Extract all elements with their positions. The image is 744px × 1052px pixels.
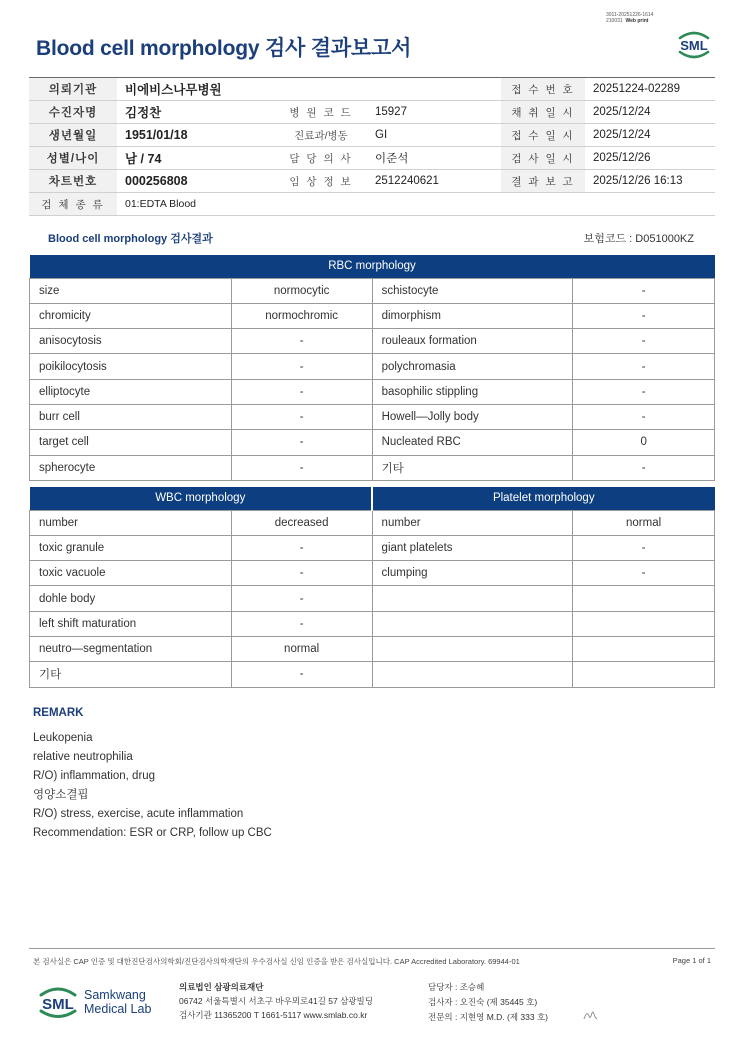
right-item-name — [372, 611, 573, 636]
right-item-name: Nucleated RBC — [372, 430, 573, 455]
table-row — [30, 535, 715, 560]
left-item-name: anisocytosis — [30, 329, 232, 354]
right-item-value: - — [573, 278, 715, 303]
wbc-header: WBC morphology — [30, 487, 373, 510]
remark-title: REMARK — [33, 707, 84, 719]
doctor-value: 이준석 — [367, 147, 501, 170]
table-row — [30, 586, 715, 611]
remark-line: 영양소결핍 — [33, 789, 89, 801]
left-item-name: poikilocytosis — [30, 354, 232, 379]
org-address: 06742 서울특별시 서초구 바우뫼로41길 57 삼광빌딩 — [179, 996, 373, 1006]
right-item-name: rouleaux formation — [372, 329, 573, 354]
footer-divider — [29, 948, 715, 949]
right-item-name: schistocyte — [372, 278, 573, 303]
brand-line2: Medical Lab — [84, 1002, 152, 1016]
right-item-value: - — [573, 303, 715, 328]
left-item-value: - — [231, 535, 372, 560]
table-row — [30, 455, 715, 480]
hospital-code-label: 병 원 코 드 — [275, 101, 367, 124]
right-item-name: Howell—Jolly body — [372, 404, 573, 429]
left-item-name: chromicity — [30, 303, 232, 328]
platelet-header: Platelet morphology — [372, 487, 714, 510]
right-item-name: giant platelets — [372, 535, 573, 560]
birth-value: 1951/01/18 — [117, 124, 275, 147]
left-item-name: toxic granule — [30, 535, 232, 560]
left-item-name: number — [30, 510, 232, 535]
brand-line1: Samkwang — [84, 988, 146, 1002]
right-item-name: number — [372, 510, 573, 535]
wbc-platelet-table — [29, 487, 715, 688]
name-value: 김정찬 — [117, 101, 275, 124]
clinical-info-label: 임 상 정 보 — [275, 170, 367, 193]
right-item-name: 기타 — [372, 455, 573, 480]
reception-date-value: 2025/12/24 — [585, 124, 715, 147]
right-item-value: 0 — [573, 430, 715, 455]
right-item-name: clumping — [372, 561, 573, 586]
dept-label: 진료과/병동 — [275, 124, 367, 147]
footer-brand — [84, 988, 151, 1016]
web-print-label: Web print — [625, 18, 649, 24]
remark-line: relative neutrophilia — [33, 751, 133, 763]
remark-line: R/O) inflammation, drug — [33, 770, 156, 782]
right-item-value: - — [573, 455, 715, 480]
left-item-name: spherocyte — [30, 455, 232, 480]
sex-age-label: 성별/나이 — [29, 147, 117, 170]
left-item-value: - — [231, 354, 372, 379]
left-item-value: normal — [231, 636, 372, 661]
left-item-name: left shift maturation — [30, 611, 232, 636]
right-item-name — [372, 636, 573, 661]
footer-logo-text: SML — [42, 996, 74, 1013]
reception-date-label: 접 수 일 시 — [501, 124, 585, 147]
remark-line: R/O) stress, exercise, acute inflammation — [33, 808, 244, 820]
right-item-value — [573, 636, 715, 661]
left-item-value: - — [231, 379, 372, 404]
table-row — [30, 510, 715, 535]
collection-date-value: 2025/12/24 — [585, 101, 715, 124]
table-row — [30, 329, 715, 354]
info-row — [29, 170, 715, 193]
sex-age-value: 남 / 74 — [117, 147, 275, 170]
specimen-value: 01:EDTA Blood — [117, 193, 715, 216]
patient-info-table — [29, 77, 715, 216]
right-item-value: - — [573, 329, 715, 354]
remark-line: Leukopenia — [33, 732, 93, 744]
left-item-name: elliptocyte — [30, 379, 232, 404]
hospital-code-value: 15927 — [367, 101, 501, 124]
left-item-name: neutro—segmentation — [30, 636, 232, 661]
page-title: Blood cell morphology 검사 결과보고서 — [36, 37, 412, 60]
result-section-title: Blood cell morphology 검사결과 — [48, 233, 213, 245]
specimen-label: 검 체 종 류 — [29, 193, 117, 216]
table-row — [30, 354, 715, 379]
info-row — [29, 101, 715, 124]
test-date-label: 검 사 일 시 — [501, 147, 585, 170]
footer-organization — [179, 980, 373, 1022]
info-row — [29, 124, 715, 147]
dept-value: GI — [367, 124, 501, 147]
left-item-value: normochromic — [231, 303, 372, 328]
info-row — [29, 78, 715, 101]
right-item-value: - — [573, 354, 715, 379]
table-row — [30, 561, 715, 586]
requester-label: 의뢰기관 — [29, 78, 117, 101]
remark-line: Recommendation: ESR or CRP, follow up CBC — [33, 827, 272, 839]
right-item-name: polychromasia — [372, 354, 573, 379]
info-row — [29, 193, 715, 216]
right-item-value — [573, 662, 715, 687]
test-date-value: 2025/12/26 — [585, 147, 715, 170]
footer-staff — [428, 980, 548, 1025]
name-label: 수진자명 — [29, 101, 117, 124]
left-item-value: - — [231, 404, 372, 429]
left-item-name: size — [30, 278, 232, 303]
right-item-value: - — [573, 535, 715, 560]
left-item-name: dohle body — [30, 586, 232, 611]
staff-in-charge: 담당자 : 조승혜 — [428, 982, 485, 992]
left-item-name: burr cell — [30, 404, 232, 429]
table-row — [30, 303, 715, 328]
sml-logo-text: SML — [680, 38, 708, 53]
reception-no-value: 20251224-02289 — [585, 78, 715, 101]
report-date-value: 2025/12/26 16:13 — [585, 170, 715, 193]
right-item-value — [573, 586, 715, 611]
rbc-table — [29, 255, 715, 481]
table-row — [30, 278, 715, 303]
left-item-value: - — [231, 430, 372, 455]
left-item-value: - — [231, 329, 372, 354]
document-code — [606, 12, 696, 24]
chart-no-label: 차트번호 — [29, 170, 117, 193]
remark-body — [33, 729, 272, 843]
staff-specialist: 전문의 : 지현영 M.D. (제 333 호) — [428, 1012, 549, 1022]
right-item-name: dimorphism — [372, 303, 573, 328]
footer-sml-logo — [36, 982, 80, 1022]
rbc-header: RBC morphology — [30, 255, 715, 278]
right-item-name — [372, 586, 573, 611]
right-item-value: - — [573, 379, 715, 404]
document-code-line1: 3011-20251226-1614 — [606, 12, 654, 18]
right-item-value — [573, 611, 715, 636]
signature-mark — [582, 1008, 598, 1022]
left-item-value: - — [231, 455, 372, 480]
table-row — [30, 611, 715, 636]
right-item-value: normal — [573, 510, 715, 535]
staff-tester: 검사자 : 오진숙 (제 35445 호) — [428, 997, 538, 1007]
org-name: 의료법인 삼광의료재단 — [179, 982, 264, 992]
table-row — [30, 636, 715, 661]
left-item-name: target cell — [30, 430, 232, 455]
table-row — [30, 379, 715, 404]
table-row — [30, 662, 715, 687]
chart-no-value: 000256808 — [117, 170, 275, 193]
footer-note: 본 검사실은 CAP 인증 및 대한진단검사의학회/진단검사의학재단의 우수검사실 신임 인증을 받은 검사실입니다. CAP Accredited Laboratory. 69944-01 — [33, 957, 520, 966]
report-date-label: 결 과 보 고 — [501, 170, 585, 193]
info-row — [29, 147, 715, 170]
org-contact: 검사기관 11365200 T 1661-5117 www.smlab.co.kr — [179, 1010, 368, 1020]
left-item-value: decreased — [231, 510, 372, 535]
left-item-value: - — [231, 561, 372, 586]
left-item-name: toxic vacuole — [30, 561, 232, 586]
left-item-value: - — [231, 611, 372, 636]
collection-date-label: 채 취 일 시 — [501, 101, 585, 124]
left-item-value: - — [231, 586, 372, 611]
doctor-label: 담 당 의 사 — [275, 147, 367, 170]
right-item-value: - — [573, 404, 715, 429]
left-item-value: - — [231, 662, 372, 687]
sml-logo — [674, 26, 714, 62]
left-item-name: 기타 — [30, 662, 232, 687]
table-row — [30, 430, 715, 455]
birth-label: 생년월일 — [29, 124, 117, 147]
right-item-name: basophilic stippling — [372, 379, 573, 404]
requester-value: 비에비스나무병원 — [117, 78, 501, 101]
right-item-value: - — [573, 561, 715, 586]
page-number: Page 1 of 1 — [672, 956, 711, 965]
insurance-code: 보험코드 : D051000KZ — [583, 233, 694, 245]
left-item-value: normocytic — [231, 278, 372, 303]
right-item-name — [372, 662, 573, 687]
table-row — [30, 404, 715, 429]
reception-no-label: 접 수 번 호 — [501, 78, 585, 101]
document-code-line2: 210031 — [606, 18, 623, 24]
clinical-info-value: 2512240621 — [367, 170, 501, 193]
